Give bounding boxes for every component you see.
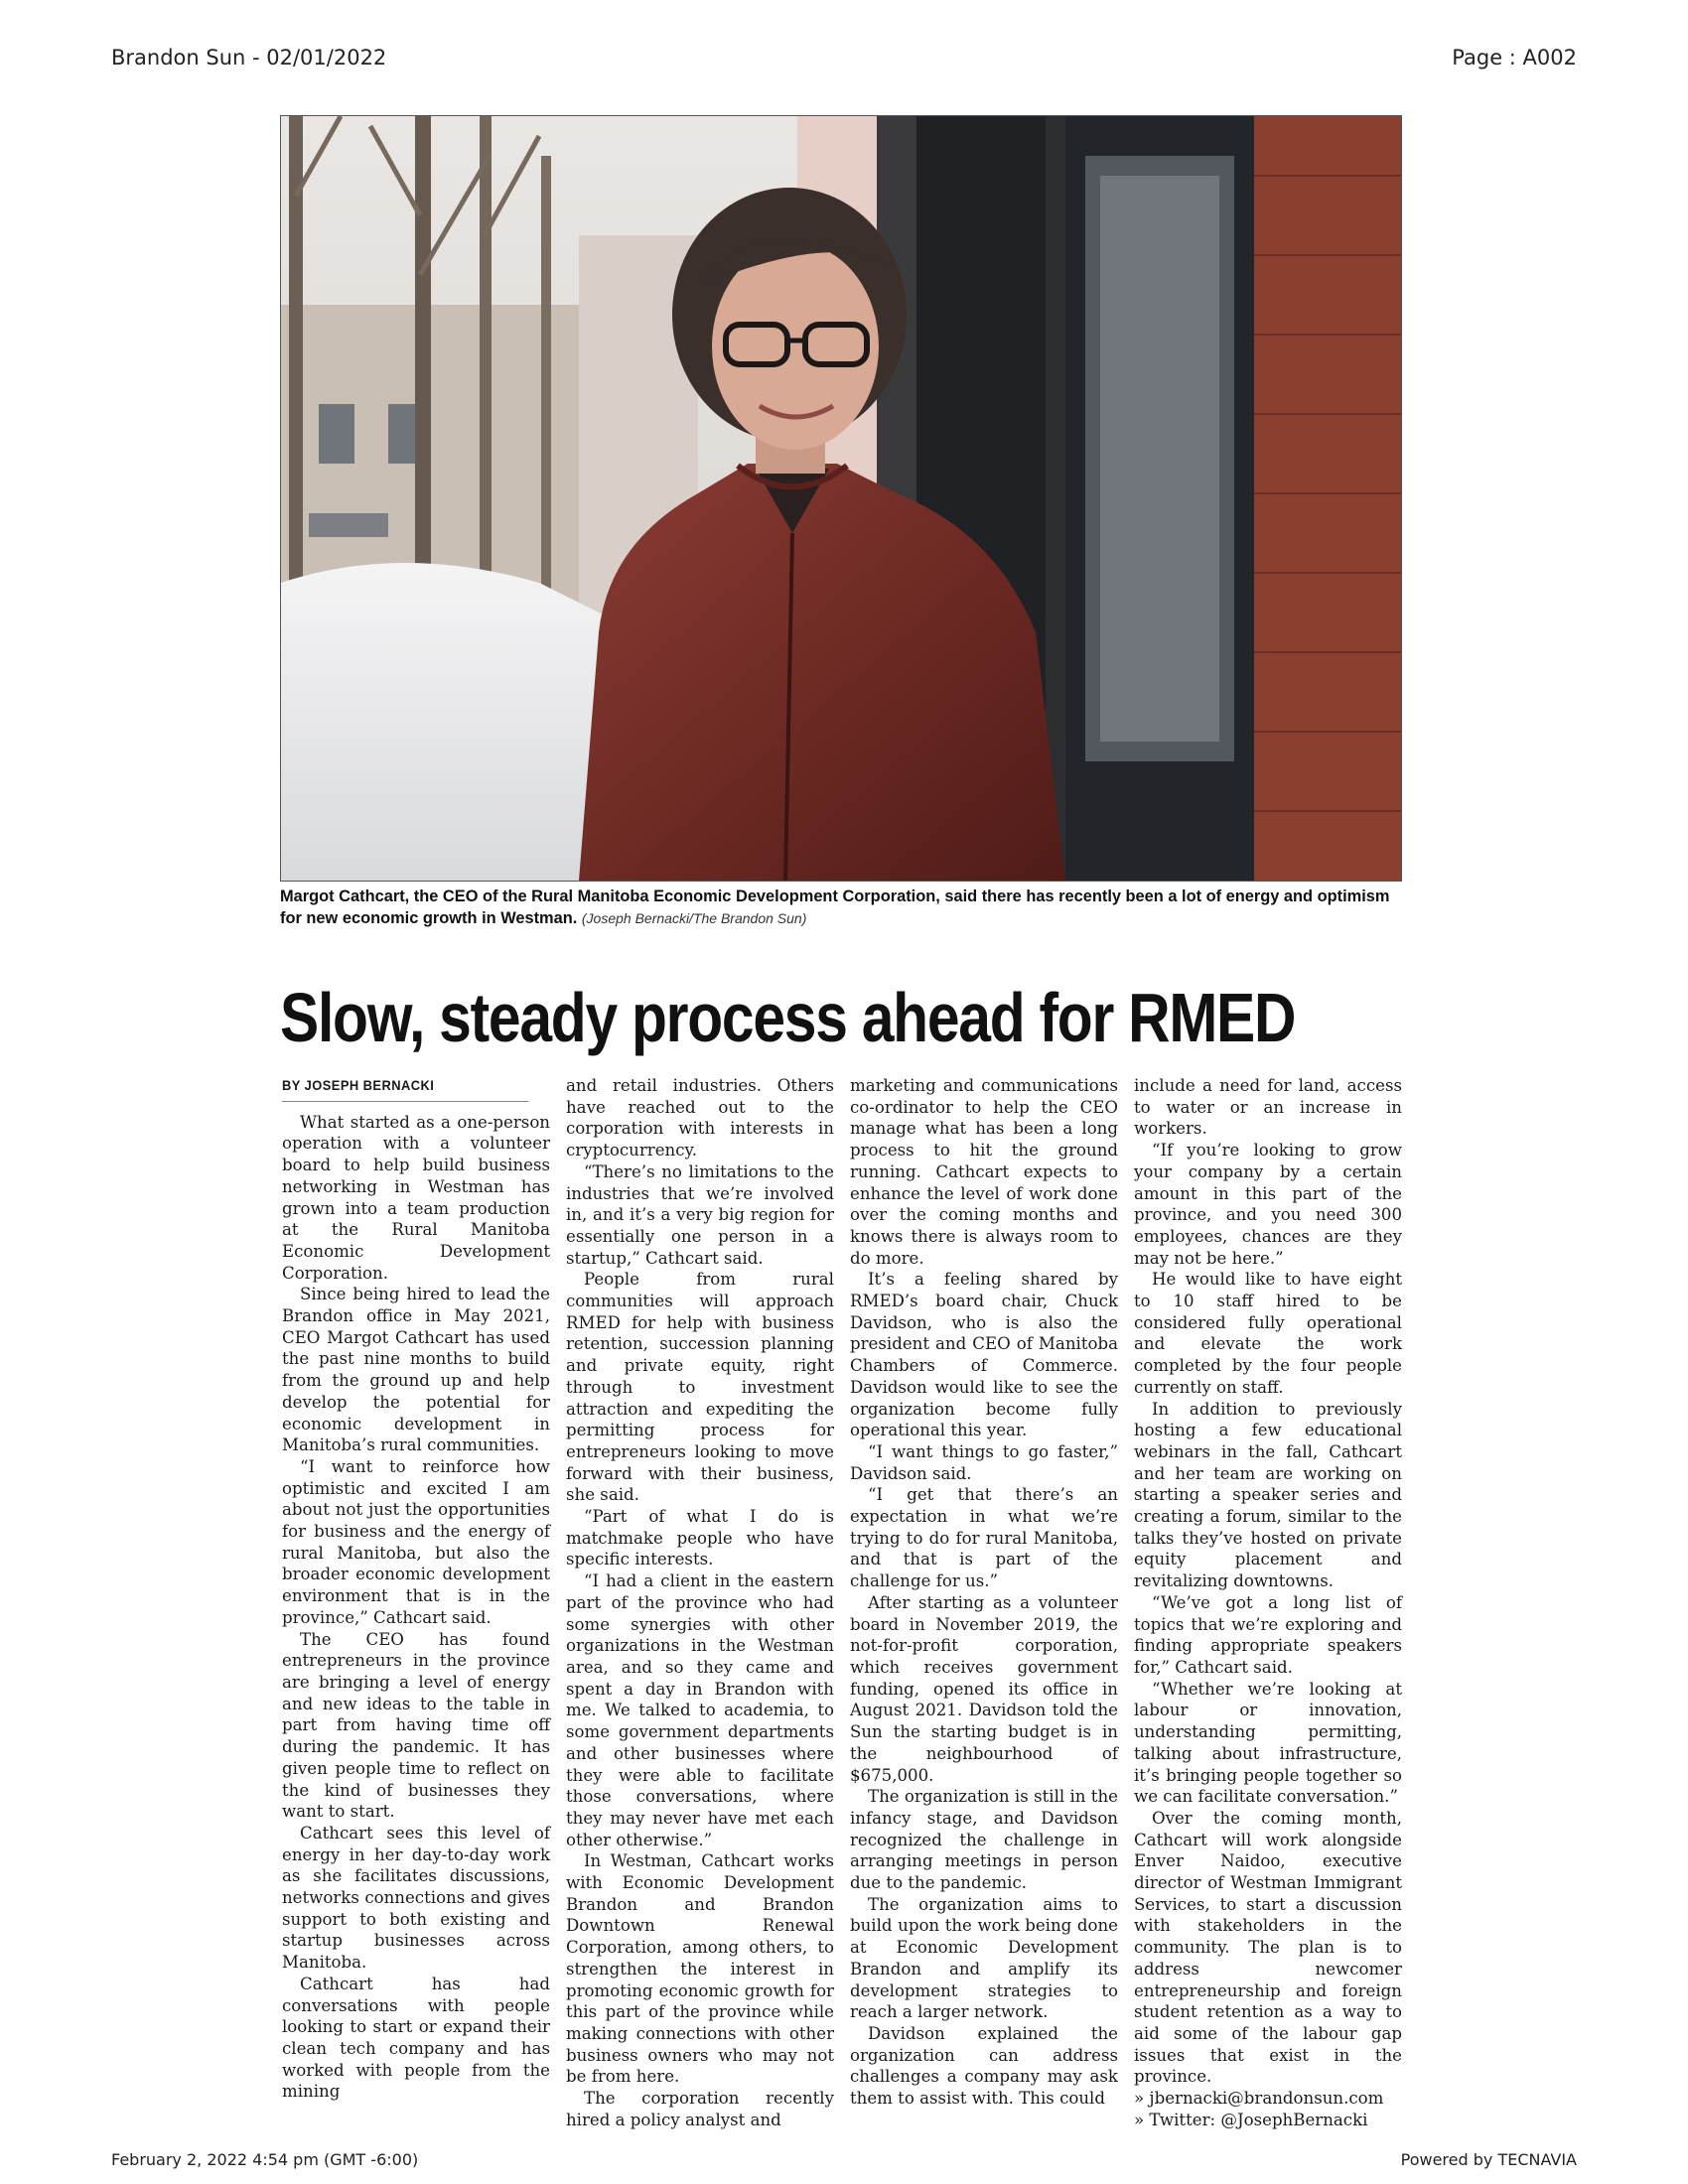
article-headline: Slow, steady process ahead for RMED [280,979,1296,1056]
paragraph: “Whether we’re looking at labour or innovation, understanding permitting, talking about infrastructure, it’s bringing people together so we can facilitate conversation.” [1134,1679,1402,1807]
paragraph: “I want things to go faster,” Davidson said. [850,1441,1118,1483]
paragraph: The CEO has found entrepreneurs in the province are bringing a level of energy and new ideas to the table in part from having time off during the pandemic. It has given people time to reflect on the kind of businesses they want to start. [282,1629,550,1822]
powered-by: Powered by TECNAVIA [1400,2150,1577,2169]
photo-credit: (Joseph Bernacki/The Brandon Sun) [581,910,807,926]
paragraph: After starting as a volunteer board in November 2019, the not-for-profit corporation, which receives government funding, opened its office in August 2021. Davidson told the Sun the starting budget is in the neighbourhood of $675,000. [850,1592,1118,1785]
publication-date: Brandon Sun - 02/01/2022 [111,46,387,69]
paragraph: “I want to reinforce how optimistic and excited I am about not just the opportunities for business and the energy of rural Manitoba, but also the broader economic development environment that is in the province,” Cathcart said. [282,1456,550,1627]
paragraph: “We’ve got a long list of topics that we’re exploring and finding appropriate speakers for,” Cathcart said. [1134,1592,1402,1677]
paragraph: In addition to previously hosting a few educational webinars in the fall, Cathcart and her team are working on starting a speaker series and creating a forum, similar to the talks they’ve hosted on private equity placement and revitalizing downtowns. [1134,1399,1402,1591]
paragraph: Cathcart has had conversations with people looking to start or expand their clean tech company and has worked with people from the mining [282,1974,550,2102]
paragraph: Over the coming month, Cathcart will work alongside Enver Naidoo, executive director of Westman Immigrant Services, to start a discussion with stakeholders in the community. The plan is to address newcomer entrepreneurship and foreign student retention as a way to aid some of the labour gap issues that exist in the province. [1134,1808,1402,2087]
byline: BY JOSEPH BERNACKI [282,1075,528,1102]
paragraph: Cathcart sees this level of energy in her day-to-day work as she facilitates discussions, networks connections and gives support to both existing and startup businesses across Manitoba. [282,1823,550,1973]
paragraph: marketing and communications co-ordinator to help the CEO manage what has been a long process to hit the ground running. Cathcart expects to enhance the level of work done over the coming months and knows there is always room to do more. [850,1076,1118,1268]
paragraph: “I had a client in the eastern part of the province who had some synergies with other organizations in the Westman area, and so they came and spent a day in Brandon with me. We talked to academia, to some government departments and other businesses where they were able to facilitate those conversations, where they may never have met each other otherwise.” [566,1571,834,1849]
page-footer [111,2150,1577,2169]
paragraph: He would like to have eight to 10 staff hired to be considered fully operational and elevate the work completed by the four people currently on staff. [1134,1270,1402,1397]
print-timestamp: February 2, 2022 4:54 pm (GMT -6:00) [111,2150,419,2169]
paragraph: What started as a one-person operation with a volunteer board to help build business networking in Westman has grown into a team production at the Rural Manitoba Economic Development Corporation. [282,1112,550,1283]
paragraph: The corporation recently hired a policy analyst and [566,2089,834,2129]
paragraph: “I get that there’s an expectation in what we’re trying to do for rural Manitoba, and that is part of the challenge for us.” [850,1485,1118,1591]
woman-portrait-photo [281,116,1401,881]
page-number: Page : A002 [1452,46,1577,69]
paragraph: “If you’re looking to grow your company by a certain amount in this part of the province, and you need 300 employees, chances are they may not be here.” [1134,1141,1402,1268]
caption-text: Margot Cathcart, the CEO of the Rural Manitoba Economic Development Corporation, said there has recently been a lot of energy and optimism for new economic growth in Westman. [280,887,1390,927]
photo-caption [280,886,1402,929]
page-header [111,46,1577,69]
paragraph: Davidson explained the organization can address challenges a company may ask them to assist with. This could [850,2023,1118,2109]
column-2 [566,1075,834,2130]
paragraph: In Westman, Cathcart works with Economic Development Brandon and Brandon Downtown Renewal Corporation, among others, to strengthen the interest in promoting economic growth for this part of the province while making connections with other business owners who may not be from here. [566,1851,834,2087]
paragraph: “Part of what I do is matchmake people who have specific interests. [566,1507,834,1570]
article-photo [280,115,1402,882]
author-email: » jbernacki@brandonsun.com [1134,2089,1384,2109]
column-1 [282,1075,550,2130]
column-4 [1134,1075,1402,2130]
paragraph: It’s a feeling shared by RMED’s board chair, Chuck Davidson, who is also the president and CEO of Manitoba Chambers of Commerce. Davidson would like to see the organization become fully operational this year. [850,1270,1118,1440]
paragraph: and retail industries. Others have reached out to the corporation with interests in cryptocurrency. [566,1076,834,1160]
paragraph: People from rural communities will approach RMED for help with business retention, succession planning and private equity, right through to investment attraction and expediting the permitting process for entrepreneurs looking to move forward with their business, she said. [566,1270,834,1505]
paragraph: Since being hired to lead the Brandon office in May 2021, CEO Margot Cathcart has used the past nine months to build from the ground up and help develop the potential for economic development in Manitoba’s rural communities. [282,1285,550,1455]
article-body [282,1075,1402,2129]
column-3 [850,1075,1118,2130]
paragraph: The organization aims to build upon the work being done at Economic Development Brandon and amplify its development strategies to reach a larger network. [850,1894,1118,2022]
paragraph: include a need for land, access to water or an increase in workers. [1134,1076,1402,1139]
author-twitter: » Twitter: @JosephBernacki [1134,2110,1368,2129]
paragraph: “There’s no limitations to the industries that we’re involved in, and it’s a very big region for essentially one person in a startup,” Cathcart said. [566,1161,834,1268]
paragraph: The organization is still in the infancy stage, and Davidson recognized the challenge in arranging meetings in person due to the pandemic. [850,1787,1118,1893]
